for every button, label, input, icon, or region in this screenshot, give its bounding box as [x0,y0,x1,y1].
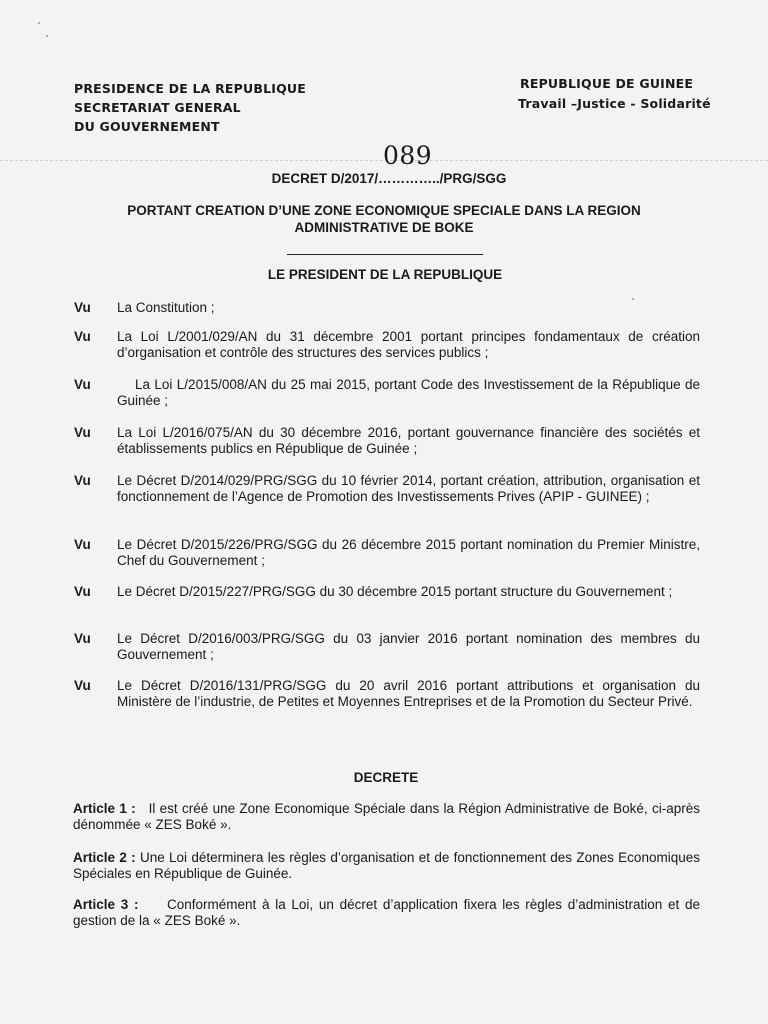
decrete-heading: DECRETE [353,770,419,785]
article-label: Article 3 : [73,897,139,912]
country-title: REPUBLIQUE DE GUINEE [520,76,694,91]
country-motto: Travail –Justice - Solidarité [518,96,711,111]
article-item [73,850,700,882]
title-underline [287,254,483,255]
issuer-block [74,79,306,136]
consideration-text: Le Décret D/2016/003/PRG/SGG du 03 janvier 2016 portant nomination des membres du Gouvernement ; [117,631,700,662]
issuer-line: DU GOUVERNEMENT [74,119,220,134]
handwritten-decree-number: 089 [383,141,433,170]
consideration-label: Vu [74,473,91,488]
consideration-label: Vu [74,537,91,552]
article-label: Article 2 : [73,850,136,865]
country-block [520,74,711,114]
scan-speck [38,22,40,24]
article-label: Article 1 : [73,801,136,816]
consideration-label: Vu [74,329,91,344]
article-text: Il est créé une Zone Economique Spéciale dans la Région Administrative de Boké, ci-après dénommée « ZES Boké ». [73,801,700,832]
consideration-label: Vu [74,678,91,693]
consideration-text: Le Décret D/2016/131/PRG/SGG du 20 avril 2016 portant attributions et organisation du Ministère de l’industrie, de Petites et Moyennes Entreprises et de la Promotion du Secteur Privé. [117,678,700,709]
decree-reference: DECRET D/2017/…………../PRG/SGG [271,171,507,186]
consideration-text: La Loi L/2015/008/AN du 25 mai 2015, portant Code des Investissement de la République de Guinée ; [117,377,700,408]
consideration-label: Vu [74,300,91,315]
article-text: Une Loi déterminera les règles d’organisation et de fonctionnement des Zones Economiques Spéciales en République de Guinée. [73,850,700,881]
consideration-text: La Loi L/2001/029/AN du 31 décembre 2001 portant principes fondamentaux de création d’organisation et contrôle des structures des services publics ; [117,329,700,360]
consideration-label: Vu [74,377,91,392]
decree-title: PORTANT CREATION D’UNE ZONE ECONOMIQUE SPECIALE DANS LA REGION ADMINISTRATIVE DE BOKE [127,203,641,235]
consideration-label: Vu [74,584,91,599]
consideration-text: La Constitution ; [117,300,215,315]
authority-heading: LE PRESIDENT DE LA REPUBLIQUE [267,267,503,282]
issuer-line: PRESIDENCE DE LA REPUBLIQUE [74,81,307,96]
issuer-line: SECRETARIAT GENERAL [74,100,241,115]
article-item [73,897,700,929]
consideration-text: La Loi L/2016/075/AN du 30 décembre 2016, portant gouvernance financière des sociétés et établissements publics en République de Guinée ; [117,425,700,456]
consideration-label: Vu [74,631,91,646]
scan-speck [46,35,48,37]
consideration-text: Le Décret D/2015/226/PRG/SGG du 26 décembre 2015 portant nomination du Premier Ministre, Chef du Gouvernement ; [117,537,700,568]
consideration-text: Le Décret D/2014/029/PRG/SGG du 10 février 2014, portant création, attribution, organisation et fonctionnement de l’Agence de Promotion des Investissements Prives (APIP - GUINEE) ; [117,473,700,504]
consideration-text: Le Décret D/2015/227/PRG/SGG du 30 décembre 2015 portant structure du Gouvernement ; [117,584,673,599]
consideration-label: Vu [74,425,91,440]
article-text: Conformément à la Loi, un décret d’application fixera les règles d’administration et de gestion de la « ZES Boké ». [73,897,700,928]
article-item [73,801,700,833]
